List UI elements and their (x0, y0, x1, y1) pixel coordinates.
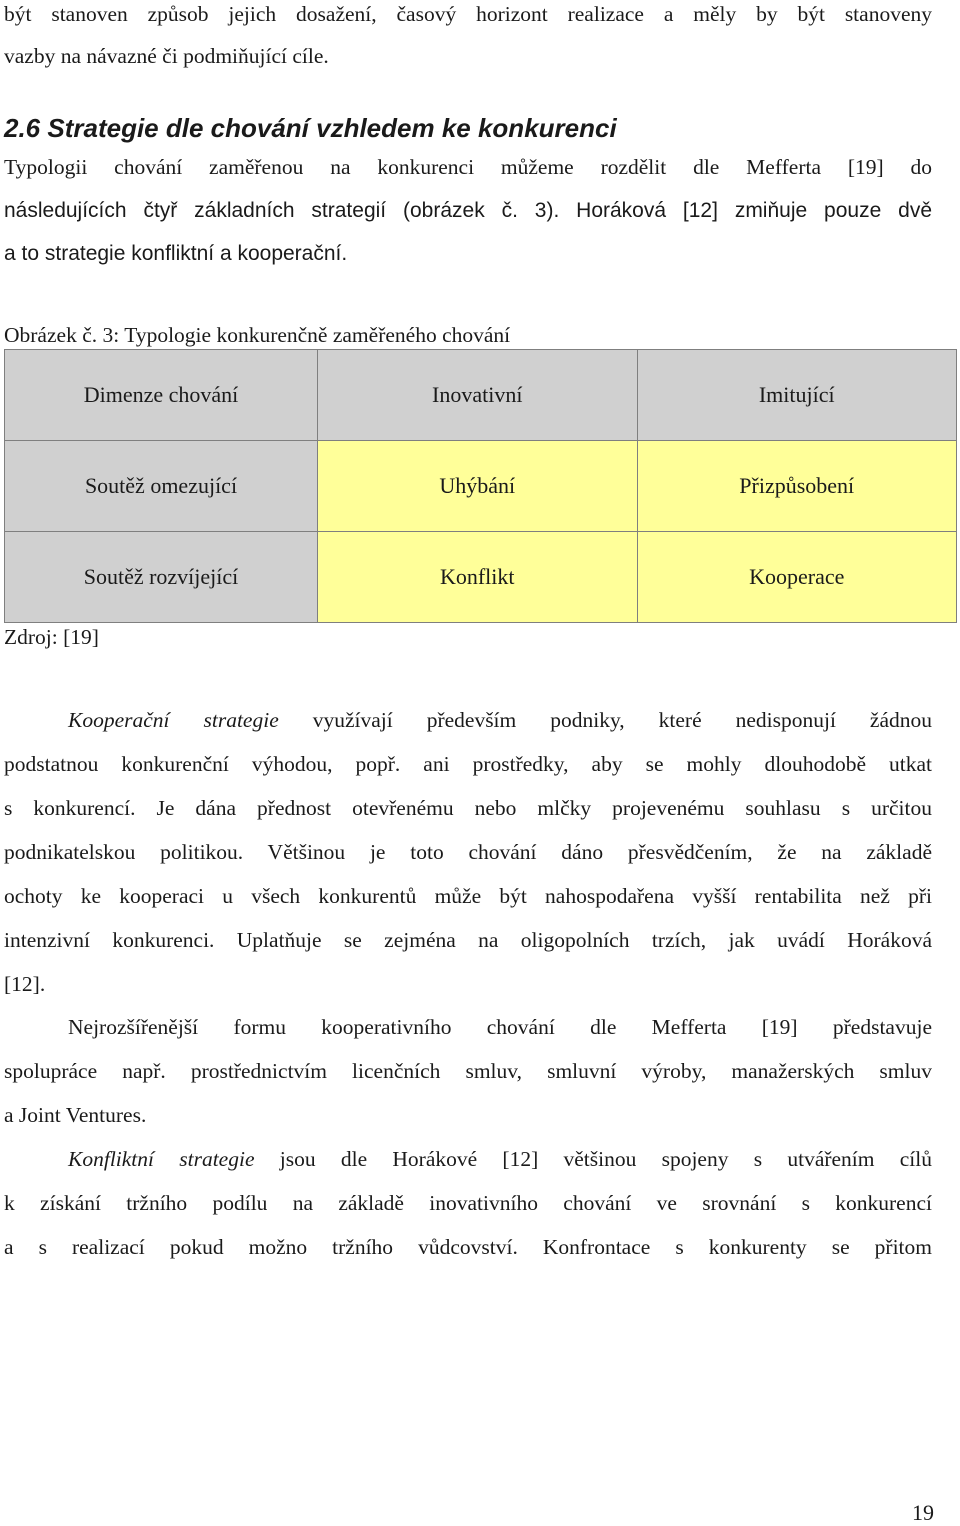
row-label-cell: Soutěž rozvíjející (5, 532, 318, 623)
row-label-cell: Soutěž omezující (5, 441, 318, 532)
paragraph-line: podnikatelskou politikou. Většinou je toto chování dáno přesvědčením, že na základě (4, 840, 932, 864)
paragraph-line: intenzivní konkurenci. Uplatňuje se zejména na oligopolních trzích, jak uvádí Horáková (4, 928, 932, 952)
paragraph-line: Nejrozšířenější formu kooperativního chování dle Mefferta [19] představuje (68, 1015, 932, 1039)
lead-term: Konfliktní strategie (68, 1147, 255, 1171)
lead-term: Kooperační strategie (68, 708, 279, 732)
paragraph-line: ochoty ke kooperaci u všech konkurentů může být nahospodařena vyšší rentabilita než při (4, 884, 932, 908)
paragraph-line: a s realizací pokud možno tržního vůdcovství. Konfrontace s konkurenty se přitom (4, 1235, 932, 1259)
figure-caption: Obrázek č. 3: Typologie konkurenčně zaměřeného chování (4, 323, 511, 347)
paragraph-line: [12]. (4, 972, 46, 996)
paragraph-text: jsou dle Horákové [12] většinou spojeny s utvářením cílů (279, 1147, 932, 1171)
paragraph-line (68, 710, 932, 732)
paragraph-line: a Joint Ventures. (4, 1103, 147, 1127)
table-header-row (5, 350, 957, 441)
strategy-cell: Uhýbání (318, 441, 638, 532)
paragraph-line: podstatnou konkurenční výhodou, popř. ani prostředky, aby se mohly dlouhodobě utkat (4, 752, 932, 776)
table-row (5, 441, 957, 532)
body-line: a to strategie konfliktní a kooperační. (4, 242, 348, 265)
paragraph-line: spolupráce např. prostřednictvím licenčních smluv, smluvní výroby, manažerských smluv (4, 1059, 932, 1083)
header-cell: Dimenze chování (5, 350, 318, 441)
strategy-cell: Konflikt (318, 532, 638, 623)
intro-line: být stanoven způsob jejich dosažení, časový horizont realizace a měly by být stanoveny (4, 2, 932, 26)
strategy-cell: Přizpůsobení (637, 441, 957, 532)
body-line: následujících čtyř základních strategií (obrázek č. 3). Horáková [12] zmiňuje pouze dvě (4, 199, 932, 222)
header-cell: Imitující (637, 350, 957, 441)
header-cell: Inovativní (318, 350, 638, 441)
table-row (5, 532, 957, 623)
page-number: 19 (912, 1500, 934, 1525)
section-heading: 2.6 Strategie dle chování vzhledem ke konkurenci (4, 113, 617, 143)
typology-table (4, 349, 957, 623)
paragraph-text: využívají především podniky, které nedisponují žádnou (312, 708, 932, 732)
paragraph-line: s konkurencí. Je dána přednost otevřenému nebo mlčky projevenému souhlasu s určitou (4, 796, 932, 820)
intro-line: vazby na návazné či podmiňující cíle. (4, 44, 329, 68)
body-line: Typologii chování zaměřenou na konkurenci můžeme rozdělit dle Mefferta [19] do (4, 155, 932, 179)
figure-source: Zdroj: [19] (4, 625, 99, 649)
strategy-cell: Kooperace (637, 532, 957, 623)
paragraph-line (68, 1149, 932, 1171)
paragraph-line: k získání tržního podílu na základě inovativního chování ve srovnání s konkurencí (4, 1191, 932, 1215)
